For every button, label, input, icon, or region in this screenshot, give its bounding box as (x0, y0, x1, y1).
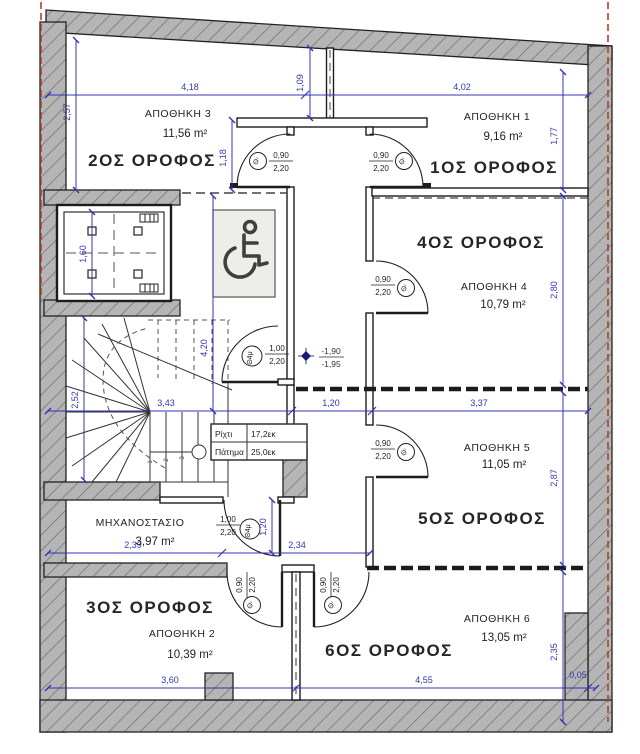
storage3-floor-label: 2ΟΣ ΟΡΟΦΟΣ (88, 151, 216, 170)
storage6-area: 13,05 m² (481, 632, 527, 644)
door-tag: Θ' (400, 448, 410, 458)
door-storage2 (227, 572, 282, 627)
stair-start-marker (192, 445, 206, 459)
storage6-floor-label: 6ΟΣ ΟΡΟΦΟΣ (325, 641, 453, 660)
dim-storage5-height: 2,87 (549, 469, 559, 487)
right-bottom-block (565, 613, 588, 703)
riser-value: 17,2εκ (251, 429, 276, 439)
door-width: 0,90 (319, 577, 328, 593)
machine-room-top-wall (160, 497, 223, 503)
storage5-name: ΑΠΟΘΗΚΗ 5 (463, 442, 531, 454)
door-height: 2,20 (332, 577, 341, 593)
dim-passage-height: 1,20 (258, 518, 268, 536)
stair-step-number: 1 (148, 460, 154, 464)
door-storage1 (369, 134, 423, 187)
door-tag: Θ' (398, 157, 408, 167)
door-height: 2,20 (248, 577, 257, 593)
door-height: 2,20 (273, 164, 289, 173)
dim-corridor-bottom-width: 2,34 (288, 540, 306, 550)
dim-bottom-width-left: 3,60 (161, 675, 179, 685)
door-tag: Θ' (327, 601, 337, 611)
dim-left-height-top: 2,57 (62, 103, 72, 121)
door-height: 2,20 (375, 288, 391, 297)
wall-storage1-storage4 (372, 188, 588, 196)
stair-step-number: 2 (164, 458, 170, 462)
dim-stair-height: 2,52 (70, 391, 80, 409)
door-jamb (423, 183, 431, 188)
elevator-rail (134, 227, 142, 235)
door-height: 2,20 (269, 357, 285, 366)
storage1-floor-label: 1ΟΣ ΟΡΟΦΟΣ (430, 158, 558, 177)
dim-vestibule-height: 1,18 (218, 149, 228, 167)
door-height: 2,20 (373, 164, 389, 173)
door-machine-room (216, 500, 280, 556)
door-tag: Θ4μ (247, 351, 254, 365)
dim-bottom-width-right: 4,55 (415, 675, 433, 685)
stair-door-stub (278, 379, 294, 385)
bottom-wall (40, 700, 612, 732)
door-tag: Θ' (400, 284, 410, 294)
machine-room-name: ΜΗΧΑΝΟΣΤΑΣΙΟ (95, 517, 185, 529)
storage5-floor-label: 5ΟΣ ΟΡΟΦΟΣ (418, 509, 546, 528)
stair-step-number: 3 (180, 456, 186, 460)
storage5-area: 11,05 m² (481, 459, 527, 471)
storage3-area: 11,56 m² (162, 128, 208, 140)
elevator-bottom-band (44, 300, 180, 316)
storage1-area: 9,16 m² (483, 131, 523, 143)
dim-corridor-width: 1,20 (322, 398, 340, 408)
accessible-lift (213, 210, 275, 297)
dim-storage5-width: 3,37 (470, 398, 488, 408)
storage3-name: ΑΠΟΘΗΚΗ 3 (144, 108, 212, 120)
door-width: 0,90 (235, 577, 244, 593)
dim-storage6-height: 2,35 (549, 643, 559, 661)
door-stairwell (222, 326, 289, 382)
storage4-area: 10,79 m² (480, 299, 526, 311)
interior-walls (160, 48, 588, 700)
stair-upper-flight (148, 320, 230, 385)
storage2-name: ΑΠΟΘΗΚΗ 2 (148, 628, 216, 640)
stair-bottom-band (44, 482, 160, 500)
storage2-area: 10,39 m² (167, 649, 213, 661)
door-storage6 (314, 572, 369, 627)
level-lower: -1,95 (321, 359, 341, 369)
storage1-name: ΑΠΟΘΗΚΗ 1 (463, 111, 531, 123)
dim-bottom-offset: 0,05 (569, 670, 587, 680)
door-storage3 (237, 134, 293, 187)
dim-machine-width: 2,39 (124, 540, 142, 550)
storage4-floor-label: 4ΟΣ ΟΡΟΦΟΣ (417, 233, 545, 252)
dim-elevator-width: 1,60 (78, 245, 88, 263)
bottom-corridor-wall (282, 565, 314, 572)
door-height: 2,20 (375, 452, 391, 461)
dim-top-width-left: 4,18 (181, 82, 199, 92)
dim-stair-width: 3,43 (157, 398, 175, 408)
left-wall (40, 22, 66, 732)
corridor-left-wall (287, 187, 294, 380)
dim-storage4-height: 2,80 (549, 281, 559, 299)
dim-entry-depth: 1,09 (295, 74, 305, 92)
dim-right-height-top: 1,77 (549, 127, 559, 145)
door-storage5 (371, 425, 428, 477)
riser-label: Ρίχτι (215, 429, 233, 439)
door-tag: Θ' (252, 157, 262, 167)
door-tag: Θ' (246, 601, 256, 611)
door-width: 0,90 (375, 439, 391, 448)
storage6-name: ΑΠΟΘΗΚΗ 6 (463, 613, 531, 625)
door-storage4 (371, 261, 428, 313)
door-tag: Θ4μ (245, 524, 252, 538)
corridor-right-wall (366, 187, 373, 261)
door-width: 1,00 (269, 344, 285, 353)
elevator-rail (134, 270, 142, 278)
machine-room-divider-wall (44, 563, 227, 577)
storage4-name: ΑΠΟΘΗΚΗ 4 (460, 281, 528, 293)
door-width: 0,90 (273, 151, 289, 160)
corridor-right-wall (366, 313, 373, 425)
bottom-pier (205, 673, 233, 700)
level-upper: -1,90 (321, 346, 341, 356)
door-width: 0,90 (373, 151, 389, 160)
elevator-top-band (44, 190, 180, 205)
machine-room-area: 3,97 m² (135, 536, 175, 548)
dim-corridor-height: 4,20 (199, 339, 209, 357)
elevator (57, 205, 171, 301)
door-width: 1,00 (220, 515, 236, 524)
stair-table (211, 424, 307, 460)
vestibule-north-wall (237, 118, 427, 127)
tread-value: 25,0εκ (251, 447, 276, 457)
tread-label: Πάτημα (215, 447, 244, 457)
door-width: 0,90 (375, 275, 391, 284)
storage2-floor-label: 3ΟΣ ΟΡΟΦΟΣ (86, 598, 214, 617)
door-height: 2,20 (220, 528, 236, 537)
dim-top-width-right: 4,02 (453, 82, 471, 92)
level-marker (298, 346, 344, 369)
